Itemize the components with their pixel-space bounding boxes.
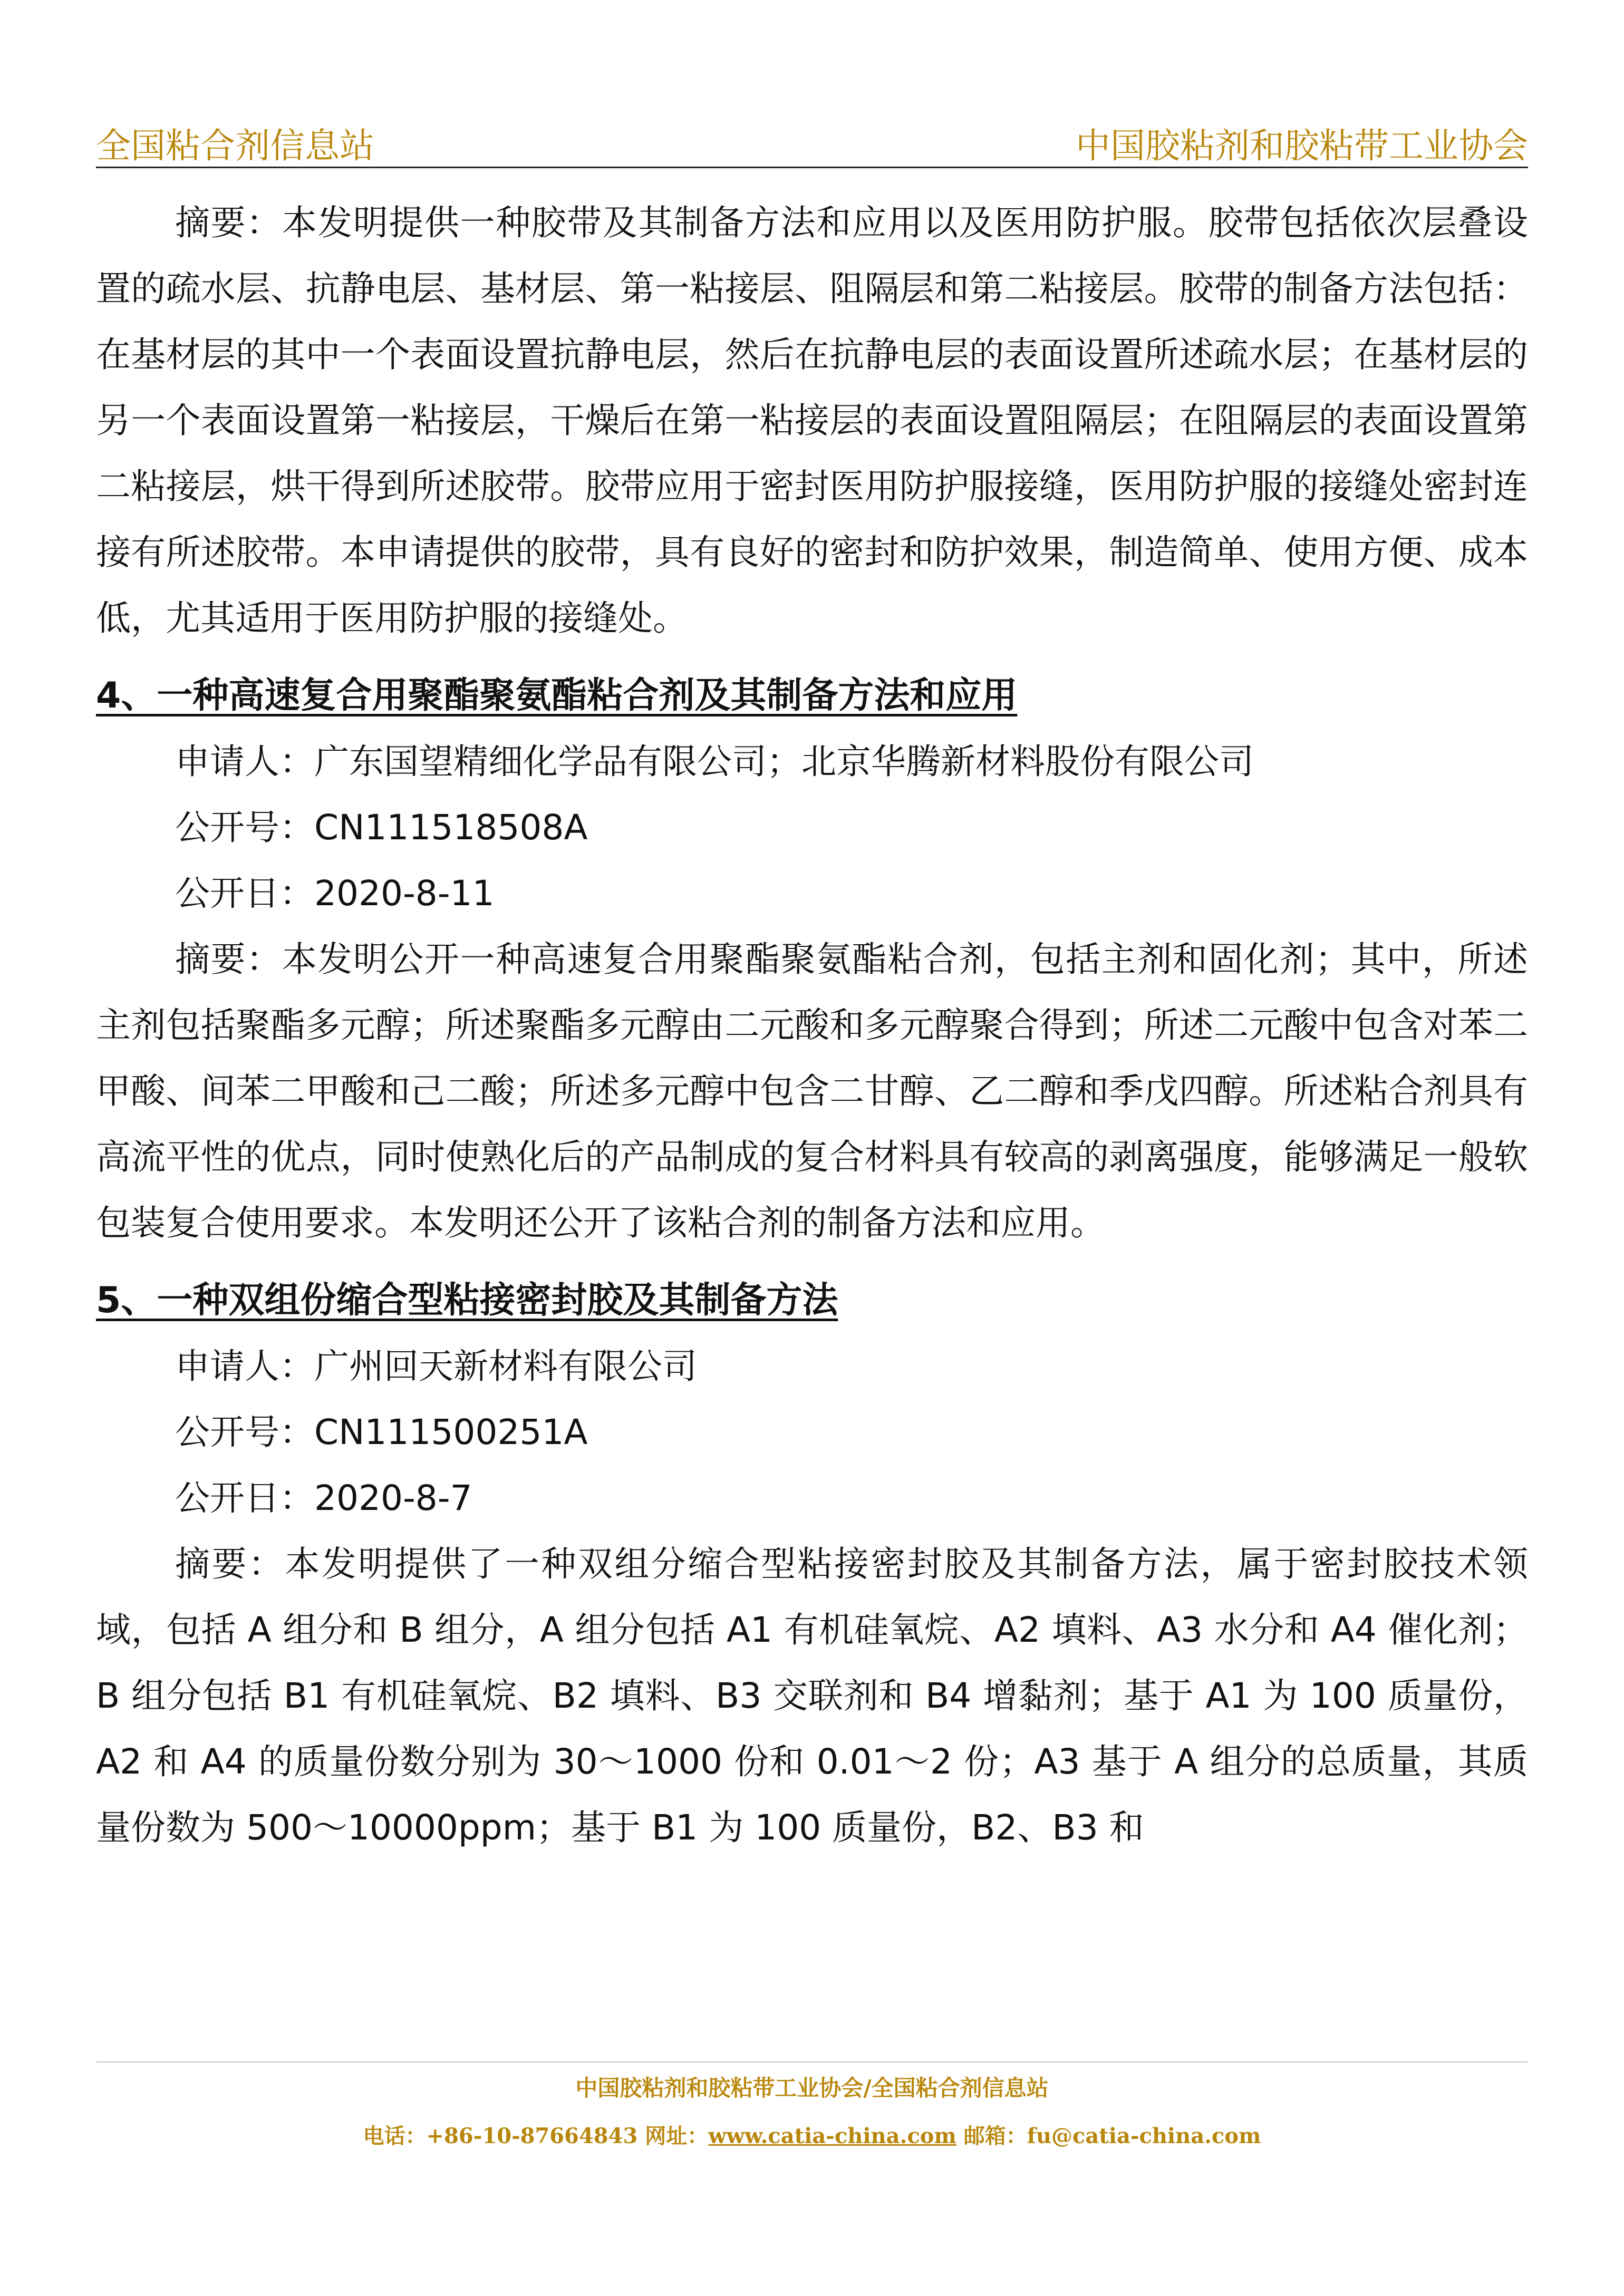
patent-publication-date: 公开日：2020-8-7	[175, 1478, 472, 1518]
footer-website-link[interactable]: www.catia-china.com	[708, 2124, 956, 2148]
document-body	[96, 190, 1528, 1861]
footer-phone: 电话：+86-10-87664843 网址：	[363, 2124, 709, 2148]
patent-title: 4、一种高速复合用聚酯聚氨酯粘合剂及其制备方法和应用	[96, 675, 1018, 716]
patent-publication-number: 公开号：CN111500251A	[175, 1412, 588, 1452]
page-header	[96, 116, 1528, 168]
header-site-name: 全国粘合剂信息站	[96, 125, 374, 166]
intro-abstract: 摘要：本发明提供一种胶带及其制备方法和应用以及医用防护服。胶带包括依次层叠设置的疏水层、抗静电层、基材层、第一粘接层、阻隔层和第二粘接层。胶带的制备方法包括：在基材层的其中一个表面设置抗静电层，然后在抗静电层的表面设置所述疏水层；在基材层的另一个表面设置第一粘接层，干燥后在第一粘接层的表面设置阻隔层；在阻隔层的表面设置第二粘接层，烘干得到所述胶带。胶带应用于密封医用防护服接缝，医用防护服的接缝处密封连接有所述胶带。本申请提供的胶带，具有良好的密封和防护效果，制造简单、使用方便、成本低，尤其适用于医用防护服的接缝处。	[96, 202, 1528, 638]
header-association-name: 中国胶粘剂和胶粘带工业协会	[1076, 125, 1528, 166]
patent-abstract: 摘要：本发明提供了一种双组分缩合型粘接密封胶及其制备方法，属于密封胶技术领域，包括 A 组分和 B 组分，A 组分包括 A1 有机硅氧烷、A2 填料、A3 水分和 A4 催化剂；B 组分包括 B1 有机硅氧烷、B2 填料、B3 交联剂和 B4 增黏剂；基于 A1 为 100 质量份，A2 和 A4 的质量份数分别为 30～1000 份和 0.01～2 份；A3 基于 A 组分的总质量，其质量份数为 500～10000ppm；基于 B1 为 100 质量份，B2、B3 和	[96, 1544, 1528, 1848]
patent-applicant: 申请人：广州回天新材料有限公司	[175, 1346, 697, 1387]
patent-entry-4	[96, 663, 1528, 1256]
patent-publication-date: 公开日：2020-8-11	[175, 873, 495, 914]
footer-organization: 中国胶粘剂和胶粘带工业协会/全国粘合剂信息站	[575, 2075, 1049, 2101]
footer-email: 邮箱：fu@catia-china.com	[956, 2124, 1261, 2148]
patent-title: 5、一种双组份缩合型粘接密封胶及其制备方法	[96, 1280, 838, 1321]
patent-applicant: 申请人：广东国望精细化学品有限公司；北京华腾新材料股份有限公司	[175, 741, 1254, 782]
footer-contact	[0, 2119, 1624, 2149]
patent-entry-5	[96, 1267, 1528, 1861]
footer-divider	[96, 2061, 1528, 2062]
patent-abstract: 摘要：本发明公开一种高速复合用聚酯聚氨酯粘合剂，包括主剂和固化剂；其中，所述主剂包括聚酯多元醇；所述聚酯多元醇由二元酸和多元醇聚合得到；所述二元酸中包含对苯二甲酸、间苯二甲酸和己二酸；所述多元醇中包含二甘醇、乙二醇和季戊四醇。所述粘合剂具有高流平性的优点，同时使熟化后的产品制成的复合材料具有较高的剥离强度，能够满足一般软包装复合使用要求。本发明还公开了该粘合剂的制备方法和应用。	[96, 939, 1528, 1243]
patent-publication-number: 公开号：CN111518508A	[175, 807, 588, 848]
